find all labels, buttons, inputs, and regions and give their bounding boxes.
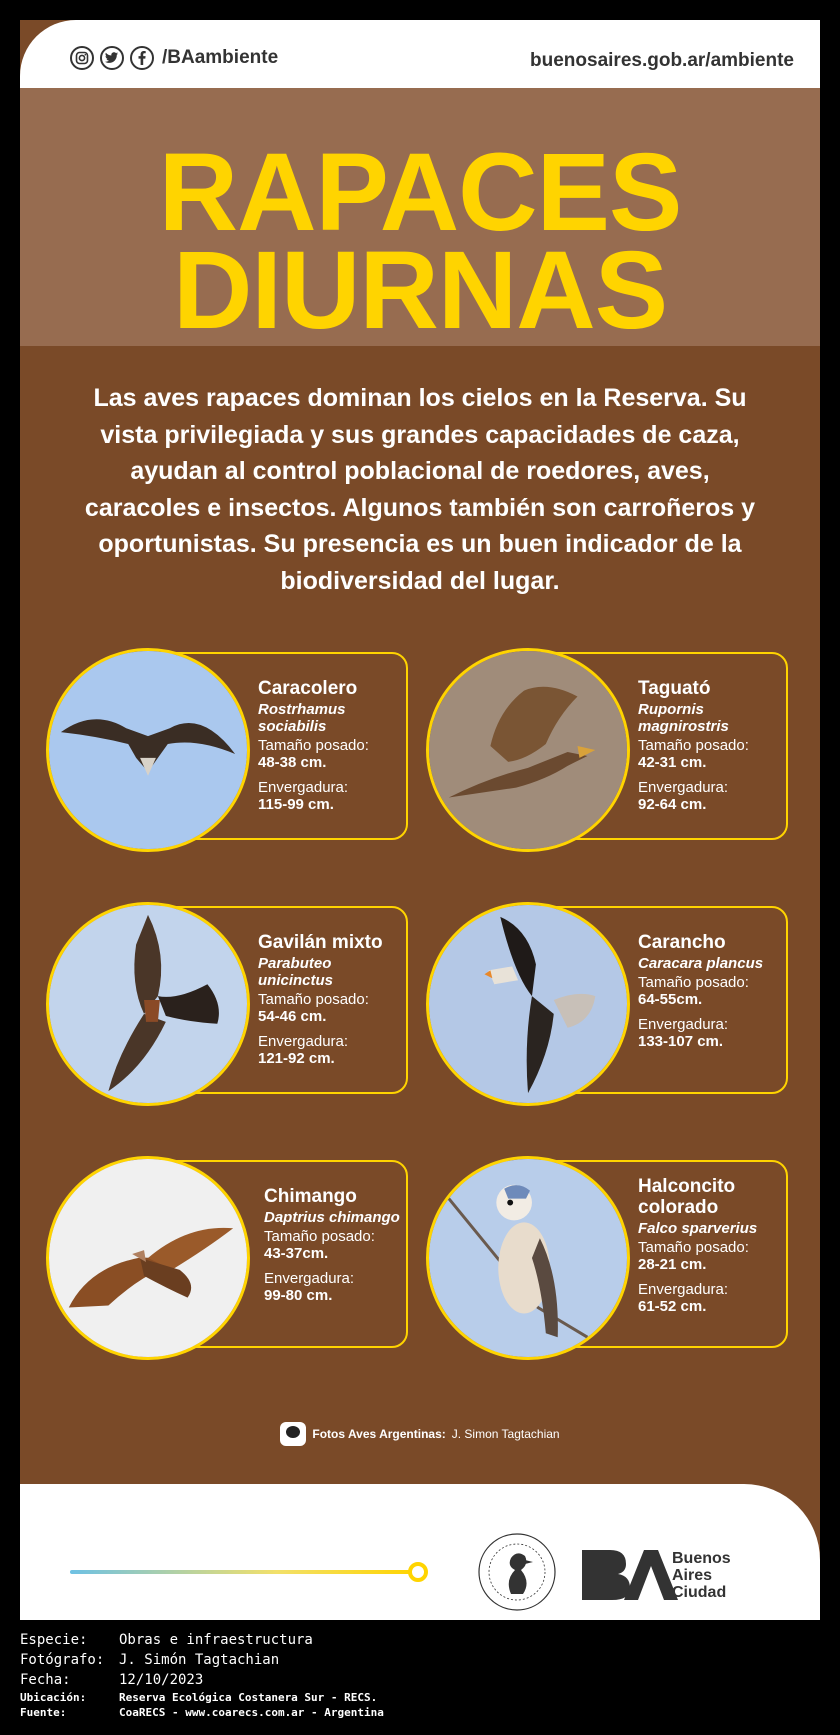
poster [20, 20, 820, 1620]
wingspan-value: 133-107 cm. [638, 1033, 724, 1050]
credit-label: Fotos Aves Argentinas: [312, 1427, 446, 1441]
decorative-line [70, 1570, 415, 1574]
aves-argentinas-logo-icon [280, 1422, 306, 1446]
bird-name: Gavilán mixto [258, 932, 383, 953]
facebook-icon[interactable] [130, 46, 154, 70]
bird-photo [46, 1156, 250, 1360]
size-value: 64-55cm. [638, 991, 703, 1008]
bird-card [46, 902, 416, 1106]
photo-credit [20, 1422, 820, 1446]
bird-name: Halconcito colorado [638, 1176, 736, 1218]
metadata-row [20, 1690, 820, 1705]
metadata-value: CoaRECS - www.coarecs.com.ar - Argentina [119, 1706, 384, 1719]
metadata-row [20, 1650, 820, 1670]
metadata-row [20, 1705, 820, 1720]
bird-info [638, 678, 790, 813]
metadata-key: Fuente: [20, 1706, 67, 1719]
bird-card [46, 1156, 416, 1360]
metadata-block [20, 1630, 820, 1720]
bird-photo [46, 902, 250, 1106]
wingspan-value: 115-99 cm. [258, 796, 334, 813]
bird-photo [426, 1156, 630, 1360]
bird-name: Carancho [638, 932, 726, 953]
metadata-key: Fecha: [20, 1672, 71, 1688]
header [20, 20, 820, 88]
bird-info [638, 932, 790, 1050]
bird-photo [426, 902, 630, 1106]
twitter-icon[interactable] [100, 46, 124, 70]
bird-scientific-name: Parabuteo unicinctus [258, 955, 334, 989]
bird-scientific-name: Rostrhamus sociabilis [258, 701, 346, 735]
metadata-key: Fotógrafo: [20, 1652, 105, 1668]
size-value: 54-46 cm. [258, 1008, 327, 1025]
wingspan-value: 121-92 cm. [258, 1050, 335, 1067]
metadata-key: Especie: [20, 1632, 88, 1648]
size-label: Tamaño posado: [638, 974, 749, 991]
bird-card [46, 648, 416, 852]
metadata-row [20, 1630, 820, 1650]
bird-info [638, 1176, 790, 1315]
metadata-value: Reserva Ecológica Costanera Sur - RECS. [119, 1691, 378, 1704]
credit-author: J. Simon Tagtachian [451, 1427, 560, 1441]
footer [20, 1484, 820, 1620]
wingspan-label: Envergadura: [258, 779, 349, 796]
ba-logo-text: Buenos Aires Ciudad [672, 1550, 731, 1601]
size-label: Tamaño posado: [638, 1239, 749, 1256]
bird-card [426, 902, 796, 1106]
social-handle[interactable]: /BAambiente [162, 47, 279, 68]
size-value: 43-37cm. [264, 1245, 329, 1262]
wingspan-label: Envergadura: [264, 1270, 355, 1287]
bird-name: Chimango [264, 1186, 357, 1207]
bird-scientific-name: Rupornis magnirostris [638, 701, 729, 735]
wingspan-label: Envergadura: [638, 779, 729, 796]
wingspan-value: 99-80 cm. [264, 1287, 333, 1304]
website-link[interactable]: buenosaires.gob.ar/ambiente [530, 50, 794, 71]
title-line-1: RAPACES [158, 131, 682, 254]
size-label: Tamaño posado: [258, 991, 369, 1008]
size-value: 42-31 cm. [638, 754, 707, 771]
metadata-key: Ubicación: [20, 1691, 87, 1704]
metadata-value: J. Simón Tagtachian [119, 1652, 280, 1668]
bird-photo [426, 648, 630, 852]
bird-card [426, 1156, 796, 1360]
wingspan-label: Envergadura: [638, 1016, 729, 1033]
wingspan-label: Envergadura: [638, 1281, 729, 1298]
bird-scientific-name: Caracara plancus [638, 955, 764, 972]
size-label: Tamaño posado: [258, 737, 369, 754]
bird-info [258, 932, 410, 1067]
bird-info [258, 678, 410, 813]
size-value: 28-21 cm. [638, 1256, 707, 1273]
bird-name: Caracolero [258, 678, 358, 699]
title-band [20, 88, 820, 352]
bird-name: Taguató [638, 678, 711, 699]
instagram-icon[interactable] [70, 46, 94, 70]
bird-scientific-name: Daptrius chimango [264, 1209, 400, 1226]
decorative-line-end [408, 1562, 428, 1582]
bird-card [426, 648, 796, 852]
size-label: Tamaño posado: [264, 1228, 375, 1245]
intro-text: Las aves rapaces dominan los cielos en la Reserva. Su vista privilegiada y sus grandes capacidades de caza, ayudan al control poblacional de roedores, aves, caracoles e insectos. Algunos también son carroñeros y oportunistas. Su presencia es un buen indicador de la biodiversidad del lugar. [84, 384, 756, 595]
size-label: Tamaño posado: [638, 737, 749, 754]
social-links [70, 46, 278, 70]
bird-photo [46, 648, 250, 852]
reserva-ecologica-seal-icon [475, 1524, 559, 1620]
metadata-value: 12/10/2023 [119, 1672, 204, 1688]
metadata-row [20, 1670, 820, 1690]
bird-info [264, 1186, 416, 1304]
wingspan-value: 61-52 cm. [638, 1298, 707, 1315]
title-line-2: DIURNAS [172, 229, 668, 352]
metadata-value: Obras e infraestructura [119, 1632, 313, 1648]
wingspan-label: Envergadura: [258, 1033, 349, 1050]
bird-scientific-name: Falco sparverius [638, 1220, 758, 1237]
size-value: 48-38 cm. [258, 754, 327, 771]
wingspan-value: 92-64 cm. [638, 796, 707, 813]
